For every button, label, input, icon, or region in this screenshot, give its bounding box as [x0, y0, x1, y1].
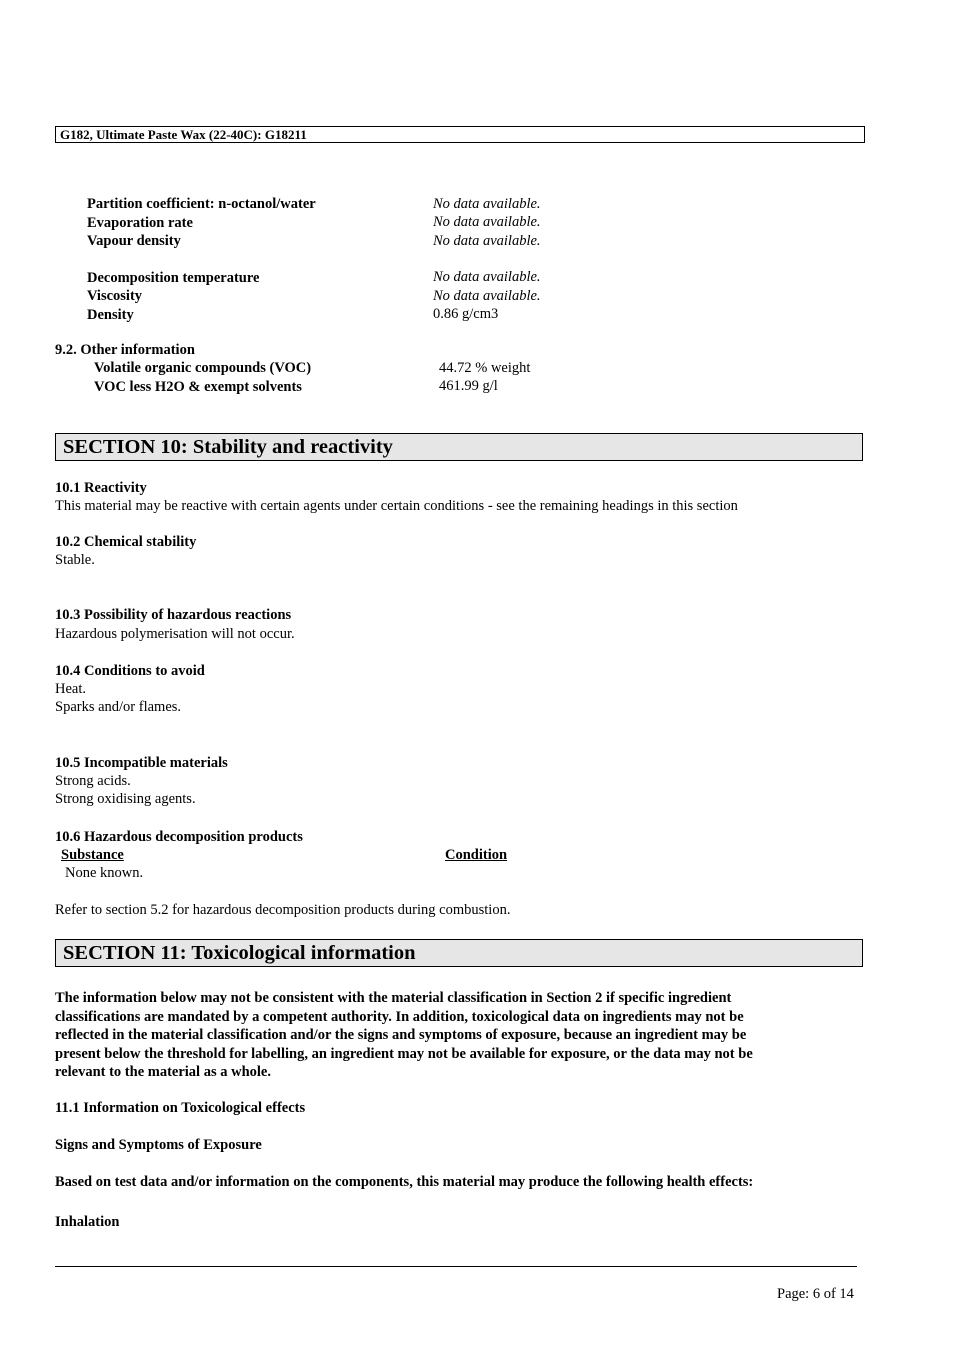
- document-header: [55, 126, 865, 143]
- property-label: Decomposition temperature: [87, 270, 260, 286]
- toxicology-intro: [55, 989, 845, 1082]
- stability-heading: 10.2 Chemical stability: [55, 534, 197, 550]
- conditions-heading: 10.4 Conditions to avoid: [55, 663, 205, 679]
- reactivity-heading: 10.1 Reactivity: [55, 480, 147, 496]
- property-value: No data available.: [433, 233, 541, 249]
- property-label: Vapour density: [87, 233, 181, 249]
- page-number: Page: 6 of 14: [777, 1286, 854, 1302]
- property-label: Partition coefficient: n-octanol/water: [87, 196, 316, 212]
- signs-heading: Signs and Symptoms of Exposure: [55, 1137, 262, 1153]
- incompatible-line: Strong acids.: [55, 773, 131, 789]
- substance-column-header: Substance: [61, 847, 124, 863]
- section-11-header: [55, 939, 863, 967]
- intro-line: reflected in the material classification and/or the signs and symptoms of exposure, because an ingredient may be: [55, 1027, 747, 1044]
- hazardous-reactions-heading: 10.3 Possibility of hazardous reactions: [55, 607, 292, 623]
- conditions-line: Sparks and/or flames.: [55, 699, 182, 715]
- intro-line: classifications are mandated by a competent authority. In addition, toxicological data on ingredients may not be: [55, 1008, 744, 1025]
- property-value: No data available.: [433, 288, 541, 304]
- incompatible-line: Strong oxidising agents.: [55, 791, 196, 807]
- voc-less-label: VOC less H2O & exempt solvents: [94, 379, 302, 395]
- stability-text: Stable.: [55, 552, 95, 568]
- decomposition-heading: 10.6 Hazardous decomposition products: [55, 829, 303, 845]
- property-label: Density: [87, 307, 134, 323]
- voc-label: Volatile organic compounds (VOC): [94, 360, 312, 376]
- refer-text: Refer to section 5.2 for hazardous decomposition products during combustion.: [55, 902, 511, 918]
- section-10-title: SECTION 10: Stability and reactivity: [63, 436, 393, 458]
- property-value: No data available.: [433, 269, 541, 285]
- property-value: 0.86 g/cm3: [433, 306, 499, 322]
- property-value: No data available.: [433, 196, 541, 212]
- hazardous-reactions-text: Hazardous polymerisation will not occur.: [55, 626, 295, 642]
- inhalation-heading: Inhalation: [55, 1214, 120, 1230]
- based-on-text: Based on test data and/or information on the components, this material may produce the following health effects:: [55, 1174, 754, 1190]
- condition-column-header: Condition: [445, 847, 508, 863]
- section-10-header: [55, 433, 863, 461]
- property-label: Viscosity: [87, 288, 143, 304]
- section-11-title: SECTION 11: Toxicological information: [63, 942, 416, 964]
- decomposition-value: None known.: [65, 865, 144, 881]
- incompatible-heading: 10.5 Incompatible materials: [55, 755, 228, 771]
- other-info-heading: 9.2. Other information: [55, 342, 195, 358]
- voc-less-value: 461.99 g/l: [439, 378, 498, 394]
- effects-heading: 11.1 Information on Toxicological effects: [55, 1100, 306, 1116]
- footer-rule: [55, 1266, 857, 1267]
- intro-line: The information below may not be consistent with the material classification in Section 2 if specific ingredient: [55, 990, 732, 1006]
- product-name: G182, Ultimate Paste Wax (22-40C): G18211: [60, 127, 307, 142]
- intro-line: relevant to the material as a whole.: [55, 1064, 271, 1081]
- voc-value: 44.72 % weight: [439, 360, 531, 376]
- property-value: No data available.: [433, 214, 541, 230]
- reactivity-text: This material may be reactive with certain agents under certain conditions - see the remaining headings in this section: [55, 498, 738, 514]
- intro-line: present below the threshold for labelling, an ingredient may not be available for exposure, or the data may not be: [55, 1045, 753, 1062]
- conditions-line: Heat.: [55, 681, 86, 697]
- property-label: Evaporation rate: [87, 215, 193, 231]
